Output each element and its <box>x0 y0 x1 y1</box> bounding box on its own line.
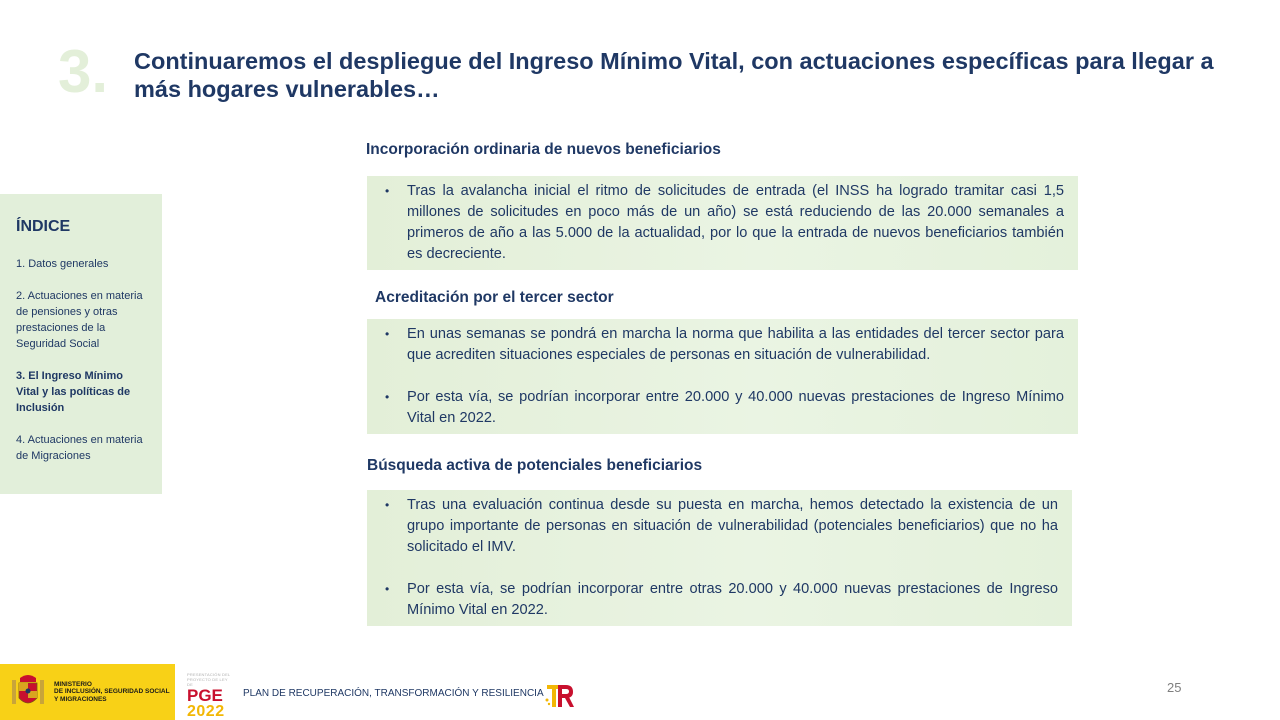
index-item-migraciones[interactable]: 4. Actuaciones en materia de Migraciones <box>16 434 143 462</box>
bullet-dot: • <box>385 582 390 596</box>
index-item-ingreso-minimo-vital[interactable]: 3. El Ingreso Mínimo Vital y las políticas de Inclusión <box>16 370 131 414</box>
section-heading-busqueda: Búsqueda activa de potenciales beneficiarios <box>367 457 703 474</box>
index-heading: ÍNDICE <box>16 218 71 235</box>
bullet-dot: • <box>385 327 390 341</box>
bullet-text: Tras la avalancha inicial el ritmo de solicitudes de entrada (el INSS ha logrado tramitar casi 1,5 millones de solicitudes en poco más de un año) se está reduciendo de las 20.000 semanales a primeros de año a las 5.000 de la actualidad, por lo que la entrada de nuevos beneficiarios también es decreciente. <box>407 183 1064 262</box>
bullet-dot: • <box>385 390 390 404</box>
bullet-dot: • <box>385 498 390 512</box>
index-item-datos-generales[interactable]: 1. Datos generales <box>16 258 109 270</box>
bullet-item <box>377 324 1064 366</box>
pge-2022-logo <box>187 672 233 720</box>
ministry-logo <box>0 664 175 720</box>
pge-label: PGE <box>187 686 223 705</box>
ministry-line: MINISTERIO <box>54 680 92 688</box>
bullet-text: Por esta vía, se podrían incorporar entre 20.000 y 40.000 nuevas prestaciones de Ingreso Mínimo Vital en 2022. <box>407 389 1064 426</box>
section-heading-incorporacion: Incorporación ordinaria de nuevos beneficiarios <box>366 141 721 158</box>
section-heading-acreditacion: Acreditación por el tercer sector <box>375 289 614 306</box>
bullet-text: En unas semanas se pondrá en marcha la norma que habilita a las entidades del tercer sector para que acrediten situaciones especiales de personas en situación de vulnerabilidad. <box>407 326 1064 363</box>
bullet-dot: • <box>385 184 390 198</box>
bullet-text: Tras una evaluación continua desde su puesta en marcha, hemos detectado la existencia de un grupo importante de personas en situación de vulnerabilidad (potenciales beneficiarios) que no ha solicitado el IMV. <box>407 497 1058 555</box>
section-box-busqueda <box>367 490 1072 626</box>
slide-title: Continuaremos el despliegue del Ingreso Mínimo Vital, con actuaciones específicas para llegar a más hogares vulnerables… <box>134 48 1214 102</box>
recovery-plan-label: PLAN DE RECUPERACIÓN, TRANSFORMACIÓN Y RESILIENCIA <box>243 688 544 699</box>
coat-of-arms-icon <box>8 672 48 712</box>
section-box-acreditacion <box>367 319 1078 434</box>
bullet-item <box>377 579 1058 621</box>
ministry-name <box>54 681 174 704</box>
bullet-item <box>377 387 1064 429</box>
section-box-incorporacion <box>367 176 1078 270</box>
index-sidebar <box>0 194 162 494</box>
page-number: 25 <box>1167 680 1182 695</box>
bullet-item <box>377 495 1058 558</box>
pge-caption: PRESENTACIÓN DEL PROYECTO DE LEY DE <box>187 672 231 687</box>
ministry-line: DE INCLUSIÓN, SEGURIDAD SOCIAL <box>54 688 170 696</box>
tr-logo-icon <box>544 681 576 711</box>
bullet-text: Por esta vía, se podrían incorporar entre otras 20.000 y 40.000 nuevas prestaciones de Ingreso Mínimo Vital en 2022. <box>407 581 1058 618</box>
pge-year: 2022 <box>187 703 225 720</box>
ministry-line: Y MIGRACIONES <box>54 695 107 703</box>
section-number: 3. <box>58 38 109 105</box>
bullet-item <box>377 181 1064 265</box>
index-item-pensiones[interactable]: 2. Actuaciones en materia de pensiones y otras prestaciones de la Seguridad Social <box>16 290 143 350</box>
